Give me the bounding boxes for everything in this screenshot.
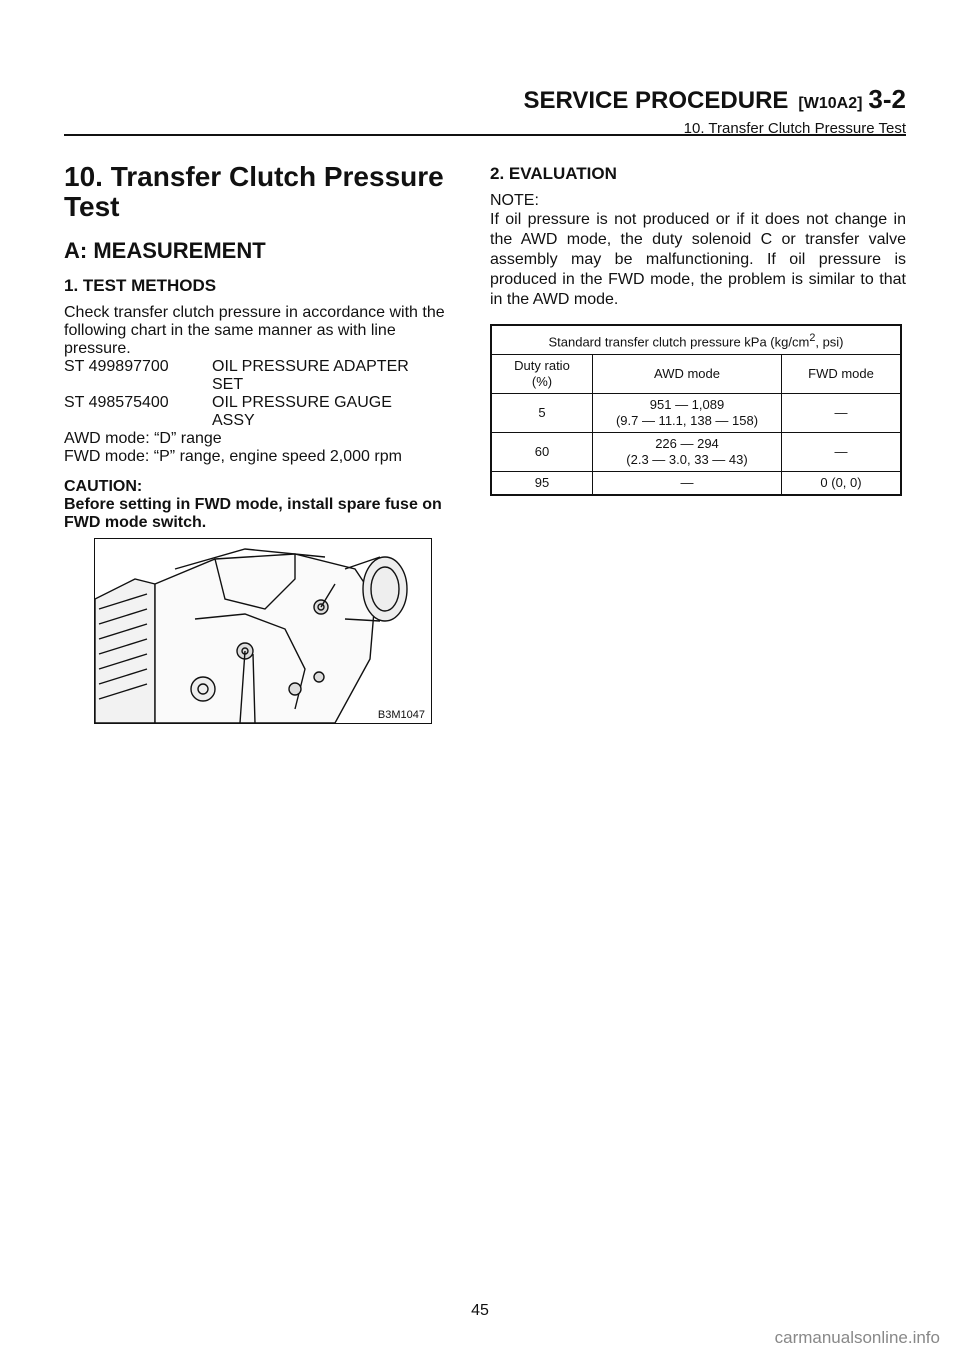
tool-part-number: ST 498575400 xyxy=(64,394,169,411)
header-code: [W10A2] xyxy=(798,95,863,112)
transmission-figure xyxy=(94,538,432,724)
figure-code: B3M1047 xyxy=(377,709,425,721)
header-rule xyxy=(64,134,906,136)
cell-awd: — xyxy=(593,472,782,496)
table-caption xyxy=(491,325,901,355)
fwd-mode-text: FWD mode: “P” range, engine speed 2,000 rpm xyxy=(64,448,402,465)
awd-mode-text: AWD mode: “D” range xyxy=(64,430,222,447)
caption-superscript: 2 xyxy=(809,332,816,344)
pressure-spec-table xyxy=(490,324,902,496)
col-header-fwd: FWD mode xyxy=(782,355,902,394)
caution-heading: CAUTION: xyxy=(64,478,143,495)
cell-duty: 5 xyxy=(491,394,593,433)
header-top xyxy=(64,84,906,118)
cell-awd xyxy=(593,433,782,472)
caption-text: Standard transfer clutch pressure kPa (kg/cm xyxy=(548,334,810,350)
measurement-heading: A: MEASUREMENT xyxy=(64,238,266,263)
right-column xyxy=(490,158,906,310)
header-subtitle: 10. Transfer Clutch Pressure Test xyxy=(683,120,906,137)
tool-row xyxy=(64,358,464,394)
tool-part-number: ST 499897700 xyxy=(64,358,169,375)
awd-value: 951 — 1,089 xyxy=(649,397,725,413)
table-header-row xyxy=(491,355,901,394)
cell-awd xyxy=(593,394,782,433)
cell-duty: 60 xyxy=(491,433,593,472)
page-number: 45 xyxy=(471,1302,489,1319)
watermark: carmanualsonline.info xyxy=(774,1328,940,1347)
intro-text: Check transfer clutch pressure in accordance with the following chart in the same manner as with line pressure. xyxy=(64,304,445,357)
cell-duty: 95 xyxy=(491,472,593,496)
tool-name xyxy=(212,394,392,430)
table-row xyxy=(491,394,901,433)
tool-name xyxy=(212,358,409,394)
note-text: If oil pressure is not produced or if it does not change in the AWD mode, the duty solenoid C or transfer valve assembly may be malfunctioning. If oil pressure is produced in the FWD mode, the problem is similar to that in the AWD mode. xyxy=(490,211,906,308)
tool-name-line1: OIL PRESSURE ADAPTER xyxy=(212,358,409,375)
awd-value: 226 — 294 xyxy=(655,436,719,452)
tool-row xyxy=(64,394,464,430)
col-header-duty: Duty ratio (%) xyxy=(491,355,593,394)
table-row xyxy=(491,433,901,472)
table-caption-row xyxy=(491,325,901,355)
awd-value-units: (9.7 — 11.1, 138 — 158) xyxy=(615,413,759,429)
caution-text: Before setting in FWD mode, install spare fuse on FWD mode switch. xyxy=(64,496,442,531)
caption-text-end: , psi) xyxy=(815,334,844,350)
cell-fwd: 0 (0, 0) xyxy=(782,472,902,496)
tool-name-line2: SET xyxy=(212,376,244,393)
evaluation-heading: 2. EVALUATION xyxy=(490,164,617,183)
cell-fwd: — xyxy=(782,433,902,472)
header-section: 3-2 xyxy=(868,84,906,114)
tool-name-line1: OIL PRESSURE GAUGE xyxy=(212,394,392,411)
test-methods-heading: 1. TEST METHODS xyxy=(64,276,217,295)
table-row xyxy=(491,472,901,496)
tool-name-line2: ASSY xyxy=(212,412,255,429)
header-title: SERVICE PROCEDURE xyxy=(523,87,789,114)
page-header xyxy=(64,84,906,137)
cell-fwd: — xyxy=(782,394,902,433)
col-header-awd: AWD mode xyxy=(593,355,782,394)
transmission-illustration xyxy=(95,539,431,723)
section-heading: 10. Transfer Clutch Pressure Test xyxy=(64,161,444,222)
left-column xyxy=(64,158,464,532)
note-heading: NOTE: xyxy=(490,192,539,209)
awd-value-units: (2.3 — 3.0, 33 — 43) xyxy=(626,452,748,468)
